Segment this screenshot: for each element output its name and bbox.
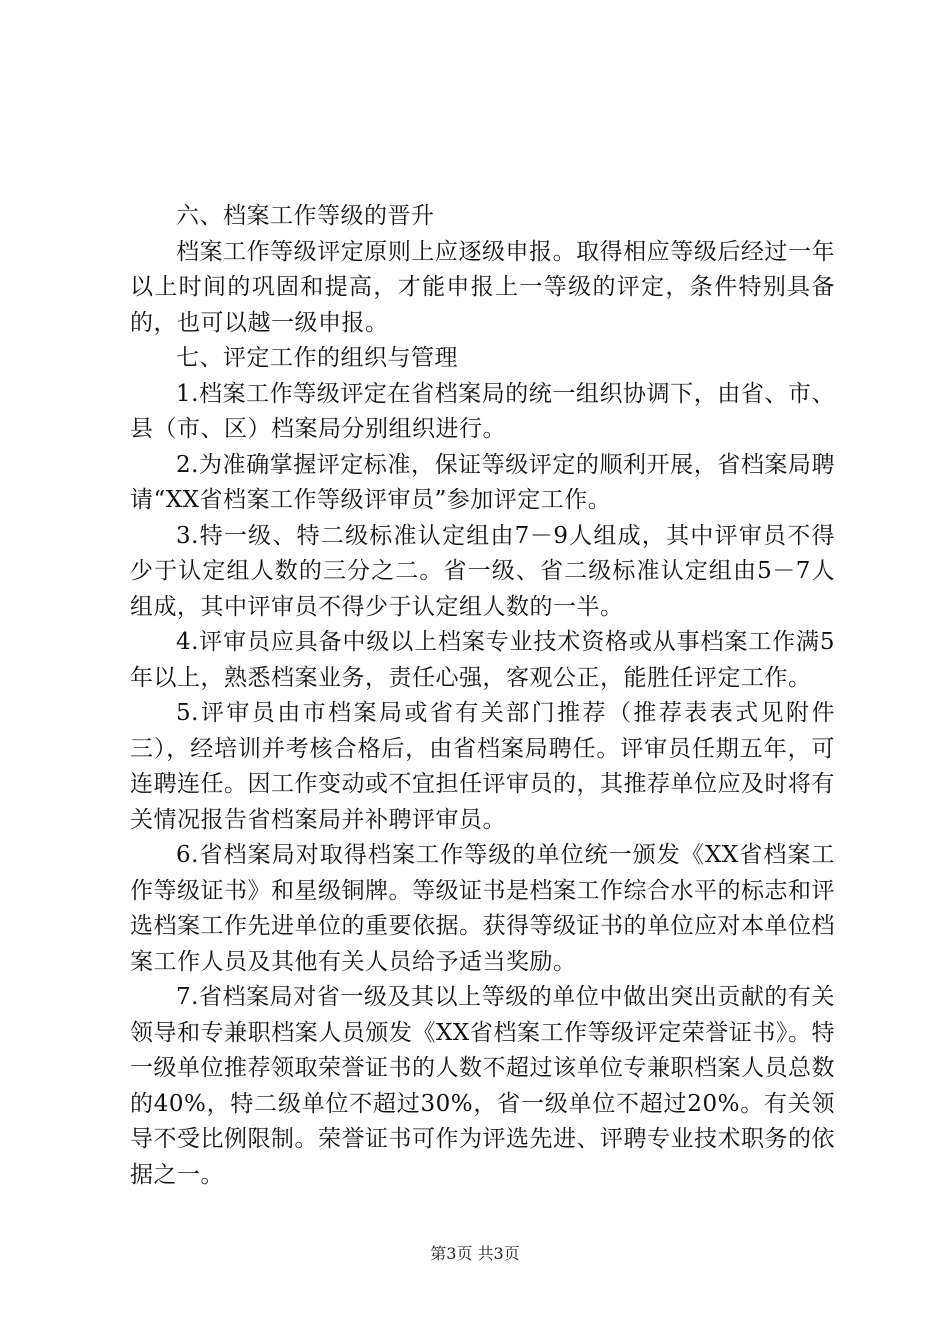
paragraph-item-6: 6.省档案局对取得档案工作等级的单位统一颁发《XX省档案工作等级证书》和星级铜牌。等级证书是档案工作综合水平的标志和评选档案工作先进单位的重要依据。获得等级证书的单位应对本单位档案工作人员及其他有关人员给予适当奖励。 <box>130 842 835 975</box>
paragraph-item-5: 5.评审员由市档案局或省有关部门推荐（推荐表表式见附件三），经培训并考核合格后，由省档案局聘任。评审员任期五年，可连聘连任。因工作变动或不宜担任评审员的，其推荐单位应及时将有关情况报告省档案局并补聘评审员。 <box>130 700 835 833</box>
paragraph-item-2: 2.为准确掌握评定标准，保证等级评定的顺利开展，省档案局聘请“XX省档案工作等级评审员”参加评定工作。 <box>130 451 835 513</box>
paragraph-promotion-rule: 档案工作等级评定原则上应逐级申报。取得相应等级后经过一年以上时间的巩固和提高，才能申报上一等级的评定，条件特别具备的，也可以越一级申报。 <box>130 238 835 336</box>
document-body <box>130 199 835 1193</box>
page-number-footer: 第3页 共3页 <box>430 1244 520 1263</box>
paragraph-item-1: 1.档案工作等级评定在省档案局的统一组织协调下，由省、市、县（市、区）档案局分别组织进行。 <box>130 380 835 442</box>
section-heading-organization: 七、评定工作的组织与管理 <box>176 345 458 371</box>
paragraph-item-7: 7.省档案局对省一级及其以上等级的单位中做出突出贡献的有关领导和专兼职档案人员颁发《XX省档案工作等级评定荣誉证书》。特一级单位推荐领取荣誉证书的人数不超过该单位专兼职档案人员总数的40%，特二级单位不超过30%，省一级单位不超过20%。有关领导不受比例限制。荣誉证书可作为评选先进、评聘专业技术职务的依据之一。 <box>130 984 835 1188</box>
paragraph-item-3: 3.特一级、特二级标准认定组由7－9人组成，其中评审员不得少于认定组人数的三分之二。省一级、省二级标准认定组由5－7人组成，其中评审员不得少于认定组人数的一半。 <box>130 522 835 620</box>
section-heading-promotion: 六、档案工作等级的晋升 <box>176 203 435 229</box>
paragraph-item-4: 4.评审员应具备中级以上档案专业技术资格或从事档案工作满5年以上，熟悉档案业务，责任心强，客观公正，能胜任评定工作。 <box>130 629 835 691</box>
